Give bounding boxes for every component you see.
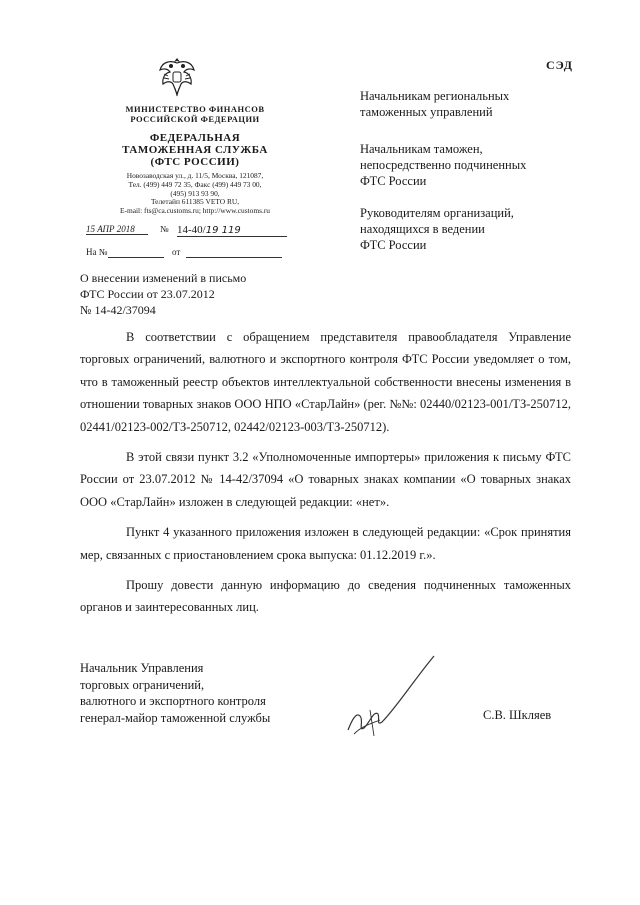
- addressee-regional: Начальникам региональных таможенных управлений: [360, 89, 510, 119]
- reference-date-label: от: [172, 247, 181, 257]
- paragraph: В этой связи пункт 3.2 «Уполномоченные импортеры» приложения к письму ФТС России от 23.07.2012 № 14-42/37094 «О товарных знаках компании «О товарных знаках ООО «СтарЛайн» изложен в следующей редакции: «нет».: [80, 450, 571, 509]
- handwritten-signature: [340, 650, 440, 740]
- sed-mark: СЭД: [546, 58, 574, 72]
- paragraph: Прошу довести данную информацию до сведения подчиненных таможенных органов и заинтересованных лиц.: [80, 578, 571, 615]
- signer-position: Начальник Управления торговых ограничений, валютного и экспортного контроля генерал-майор таможенной службы: [80, 661, 271, 725]
- paragraph: В соответствии с обращением представителя правообладателя Управление торговых ограничений, валютного и экспортного контроля ФТС России уведомляет о том, что в таможенный реестр объектов интеллектуальной собственности внесены изменения в отношении товарных знаков ООО НПО «СтарЛайн» (рег. №№: 02440/02123-001/ТЗ-250712, 02441/02123-002/ТЗ-250712, 02442/02123-003/ТЗ-250712).: [80, 330, 571, 434]
- reg-number-label: №: [160, 224, 169, 234]
- paragraph: Пункт 4 указанного приложения изложен в следующей редакции: «Срок принятия мер, связанных с приостановлением срока выпуска: 01.12.2019 г.».: [80, 525, 571, 562]
- registration-date: 15 АПР 2018: [86, 224, 148, 235]
- reference-number-line: [108, 247, 164, 258]
- signer-name: С.В. Шкляев: [483, 708, 552, 722]
- addressee-customs: Начальникам таможен, непосредственно подчиненных ФТС России: [360, 142, 527, 188]
- service-name: ФЕДЕРАЛЬНАЯ ТАМОЖЕННАЯ СЛУЖБА (ФТС РОССИИ): [122, 132, 268, 168]
- reference-date-line: [186, 247, 282, 258]
- addressee-organizations: Руководителям организаций, находящихся в ведении ФТС России: [360, 206, 514, 252]
- contact-block: Новозаводская ул., д. 11/5, Москва, 121087, Тел. (499) 449 72 35, Факс (499) 449 73 00, (495) 913 93 90, Телетайп 611385 VETO RU, E-mail: fts@ca.customs.ru; http://www.customs.ru: [119, 171, 270, 216]
- ministry-name: МИНИСТЕРСТВО ФИНАНСОВ РОССИЙСКОЙ ФЕДЕРАЦИИ: [125, 104, 265, 124]
- letter-body: [80, 326, 571, 619]
- registration-number: 14-40/19 119: [177, 224, 287, 237]
- subject: О внесении изменений в письмо ФТС России от 23.07.2012 № 14-42/37094: [80, 271, 247, 317]
- coat-of-arms-icon: [156, 54, 198, 98]
- reference-number-label: На №: [86, 247, 108, 257]
